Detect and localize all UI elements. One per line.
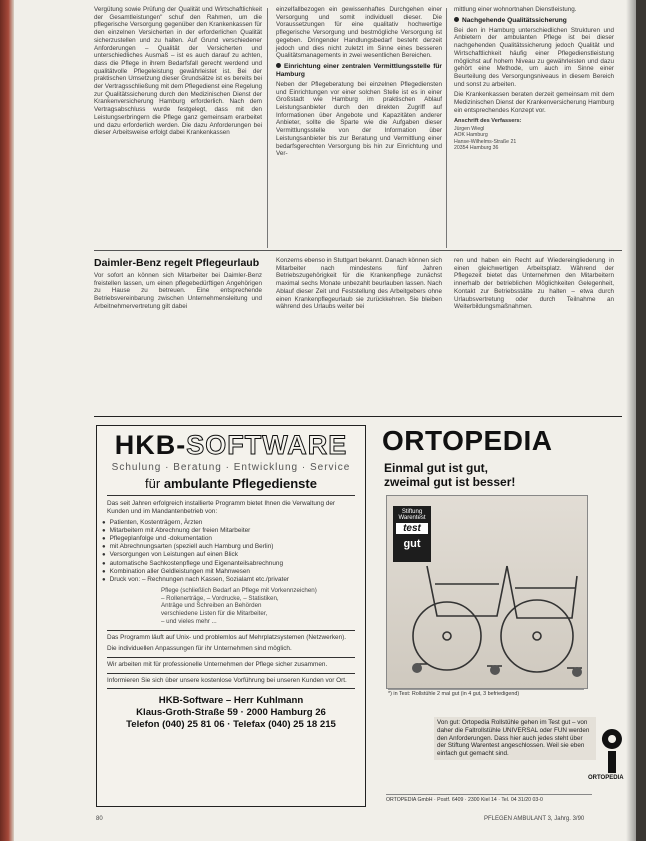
book-spine — [0, 0, 14, 841]
subhead-vermittlungsstelle: Einrichtung einer zentralen Vermittlungsstelle für Hamburg — [276, 62, 442, 78]
daimler-column-2 — [276, 257, 442, 314]
list-item: ● Versorgungen von Leistungen auf einen Blick — [111, 551, 355, 559]
author-line: Hanse-Wilhelms-Straße 21 — [454, 138, 517, 145]
ortopedia-text: Von gut: Ortopedia Rollstühle gehen im Test gut – von daher die Faltrollstühle UNIVERSAL oder FUN werden den Anforderungen. Dass hier auch jedes steht über der Stiftung Warentest angeschlossen. Weil sie eben einfach gut gemacht sind. — [434, 717, 596, 760]
column-left-top — [94, 6, 262, 140]
hkb-contact-address: Klaus-Groth-Straße 59 · 2000 Hamburg 26 — [136, 707, 326, 719]
column-right-text-3: Die Krankenkassen beraten derzeit gemeinsam mit dem Medizinischen Dienst der Krankenversicherung Hamburg ein entsprechendes Konzept vor. — [454, 91, 614, 114]
hkb-paragraph: Wir arbeiten mit für professionelle Unternehmen der Pflege sicher zusammen. — [107, 660, 328, 668]
bullet-icon — [454, 17, 459, 22]
ortopedia-logo-text: ORTOPEDIA — [588, 775, 624, 781]
hkb-intro: Das seit Jahren erfolgreich installierte Programm bietet Ihnen die Verwaltung der Kunden und im Mandantenbetrieb von: — [107, 500, 336, 515]
page-gutter-shadow — [626, 0, 636, 841]
hkb-sub-item: verschiedene Listen für die Mitarbeiter, — [161, 610, 268, 617]
author-label: Anschrift des Verfassers: — [454, 118, 522, 125]
column-right-text-2: Bei den in Hamburg unterschiedlichen Strukturen und Anbietern der ambulanten Pflege ist bei dieser nachgehenden Qualitätssicherung jedoch Qualität und Wirtschaftlichkeit häufig einer Pflegedienstleistung möglichst auf hohem Niveau zu gewährleisten und dazu gehört eine Methode, um auch im Sinne einer Beurteilung des Versorgungsniveaus in diesem Bereich und sonst zu arbeiten. — [454, 26, 614, 88]
list-item: ● mit Abrechnungsarten (speziell auch Hamburg und Berlin) — [111, 543, 355, 551]
column-mid-text-2: Neben der Pflegeberatung bei einzelnen Pflegediensten und Einrichtungen vor einer solchen Stelle ist es in einer Großstadt wie Hamburg im praktischen Ablauf Leistungsanbieter durch den direkten Zugriff auf Informationen über Angebote und Kapazitäten anderer Anbieter, sollte die Sparte wie die Aufgaben dieser Vermittlungsstelle von der Information über Leistungsanbieter bis zur Beratung und Vermittlung einer bedarfsgerechten Versorgung bis hin zur Einrichtung und Ver- — [276, 80, 442, 158]
subhead-qualitaetssicherung: Nachgehende Qualitätssicherung — [454, 17, 614, 25]
column-mid-top — [276, 6, 442, 161]
column-left-text: Vergütung sowie Prüfung der Qualität und Wirtschaftlichkeit der Gesamtleistungen" schuf den Rahmen, um die pflegerische Versorgung gegenüber den Krankenkassen für den einzelnen Versicherten in der erforderlichen Qualität sicherzustellen und zu halten. Auf Grund verschiedener Anforderungen – Qualität der Versicherten und unterschiedliches Ausmaß – ist es auch darauf zu achten, dass die Pflege in ihrem Bedarfsfall gerecht werdend und qualitätvolle Pflegeleistung gewährleistet ist. Bei der praktischen Umsetzung dieser Grundsätze ist es bereits bei der Vertragsschließung mit dem Pflegedienst eine Regelung zur Qualitätssicherung durch den Medizinischen Dienst der Krankenversicherung Hamburg erforderlich. Nach dem Vertragsabschluss wurde festgelegt, dass mit den Leistungserbringern die Pflege ganz gemeinsam erarbeitet und dazu erforderlich werden. Die dazu Anforderungen bei dieser Arbeitsweise erfolgt dabei Krankenkassen — [94, 6, 262, 137]
section-divider — [94, 250, 622, 251]
column-right-top — [454, 6, 614, 151]
hkb-divider — [107, 495, 355, 496]
list-item: ● Patienten, Kostenträgern, Ärzten — [111, 519, 355, 527]
author-line: AOK Hamburg — [454, 132, 488, 139]
list-item: ● Kombination aller Geldleistungen mit Mahnwesen — [111, 568, 355, 576]
list-item: ● Druck von: – Rechnungen nach Kassen, Sozialamt etc./privater — [111, 576, 355, 584]
daimler-text-3: ren und haben ein Recht auf Wiedereingliederung in einen gleichwertigen Arbeitsplatz. Während der Pflegezeit bietet das Unternehmen den Mitarbeitern innerhalb der betrieblichen Möglichkeiten Gelegenheit, Kontakt zur Betriebsstätte zu halten – etwa durch Urlaubsvertretung oder durch Teilnahme an Weiterbildungsmaßnahmen. — [454, 257, 614, 311]
hkb-sub-item: – Rollenerträge, – Vordrucke, – Statistiken, — [161, 594, 279, 602]
column-divider — [267, 8, 268, 248]
ortopedia-headline: Einmal gut ist gut, zweimal gut ist besser! — [384, 461, 516, 489]
hkb-divider — [107, 673, 355, 674]
hkb-divider — [107, 657, 355, 658]
hkb-paragraph: Die individuellen Anpassungen für ihr Unternehmen sind möglich. — [107, 644, 292, 652]
hkb-paragraph: Informieren Sie sich über unsere kostenlose Vorführung bei unseren Kunden vor Ort. — [107, 676, 347, 684]
wheelchair-icon — [387, 496, 587, 688]
journal-footer: PFLEGEN AMBULANT 3, Jahrg. 3/90 — [484, 816, 585, 822]
hkb-paragraph: Das Programm läuft auf Unix- und problemlos auf Mehrplatzsystemen (Netzwerken). — [107, 634, 347, 642]
daimler-text-2: Konzerns ebenso in Stuttgart bekannt. Danach können sich Mitarbeiter nach mindestens fünf Jahren Betriebszugehörigkeit für die Krankenpflege zunächst maximal sechs Monate unbezahlt beurlauben lassen. Nach Ablauf dieser Zeit und Feststellung des Arbeitgebers ohne einen Krankenpflegeurlaub sie zurückkehren. Sie bleiben während des Urlaubs weiter bei — [276, 257, 442, 311]
author-line: Jürgen Wiegl — [454, 126, 485, 133]
column-divider — [446, 8, 447, 248]
hkb-divider — [107, 630, 355, 631]
hkb-sub-item: – und vieles mehr ... — [161, 617, 217, 625]
daimler-column-3 — [454, 257, 614, 314]
bullet-icon — [276, 63, 281, 68]
hkb-contact-phone: Telefon (040) 25 81 06 · Telefax (040) 25 18 215 — [126, 719, 336, 731]
ortopedia-title: ORTOPEDIA — [382, 425, 553, 456]
ortopedia-address: ORTOPEDIA GmbH · Postf. 6409 · 2300 Kiel 14 · Tel. 04 31/20 03-0 — [386, 794, 592, 803]
column-right-text-1: mittlung einer wohnortnahen Dienstleistung. — [454, 6, 577, 13]
hkb-divider — [107, 688, 355, 689]
list-item: ● Pflegeplanfolge und -dokumentation — [111, 535, 355, 543]
hkb-logo: HKB-SOFTWARE — [114, 430, 348, 460]
hkb-sub-item: Anträge und Schreiben an Behörden — [161, 602, 262, 610]
daimler-text-1: Vor sofort an können sich Mitarbeiter bei Daimler-Benz freistellen lassen, um einen pflegebedürftigen Angehörigen zu Hause zu betreuen. Eine entsprechende Betriebsvereinbarung zwischen Unternehmensleitung und Arbeitnehmervertretung gilt dabei — [94, 272, 262, 310]
hkb-contact — [97, 695, 365, 731]
ortopedia-logo-icon — [598, 725, 626, 775]
magazine-page — [14, 0, 636, 841]
hkb-software-ad — [96, 425, 366, 807]
column-mid-text-1: einzelfallbezogen ein gewissenhaftes Durchgehen einer Versorgung und somit individuell dieser. Die Voraussetzungen für eine qualitativ hochwertige pflegerische Versorgung und bestmögliche Versorgung ist gegeben. Dringender Handlungsbedarf besteht derzeit jedoch und dies nicht zuletzt im Sinne eines besseren Qualitätsmanagements in zwei wesentlichen Bereichen. — [276, 6, 442, 60]
test-badge: Stiftung Warentest test gut — [393, 506, 431, 562]
hkb-target: für ambulante Pflegedienste — [145, 476, 317, 491]
hkb-feature-list — [97, 519, 365, 585]
daimler-column-1 — [94, 257, 262, 314]
section-divider — [94, 416, 622, 417]
list-item: ● automatische Sachkostenpflege und Eigenanteilsabrechnung — [111, 560, 355, 568]
author-line: 20354 Hamburg 36 — [454, 144, 499, 151]
list-item: ● Mitarbeitern mit Abrechnung der freien Mitarbeiter — [111, 527, 355, 535]
hkb-contact-name: HKB-Software – Herr Kuhlmann — [158, 695, 304, 707]
ortopedia-ad — [376, 425, 626, 825]
daimler-headline: Daimler-Benz regelt Pflegeurlaub — [94, 257, 260, 269]
page-number: 80 — [96, 816, 103, 822]
hkb-tagline: Schulung · Beratung · Entwicklung · Service — [111, 462, 351, 473]
wheelchair-photo — [386, 495, 588, 689]
ortopedia-caption: *) in Test: Rollstühle 2 mal gut (in 4 gut, 3 befriedigend) — [388, 689, 584, 697]
hkb-sub-item: Pflege (schließlich Bedarf an Pflege mit Vorkennzeichen) — [161, 587, 317, 595]
